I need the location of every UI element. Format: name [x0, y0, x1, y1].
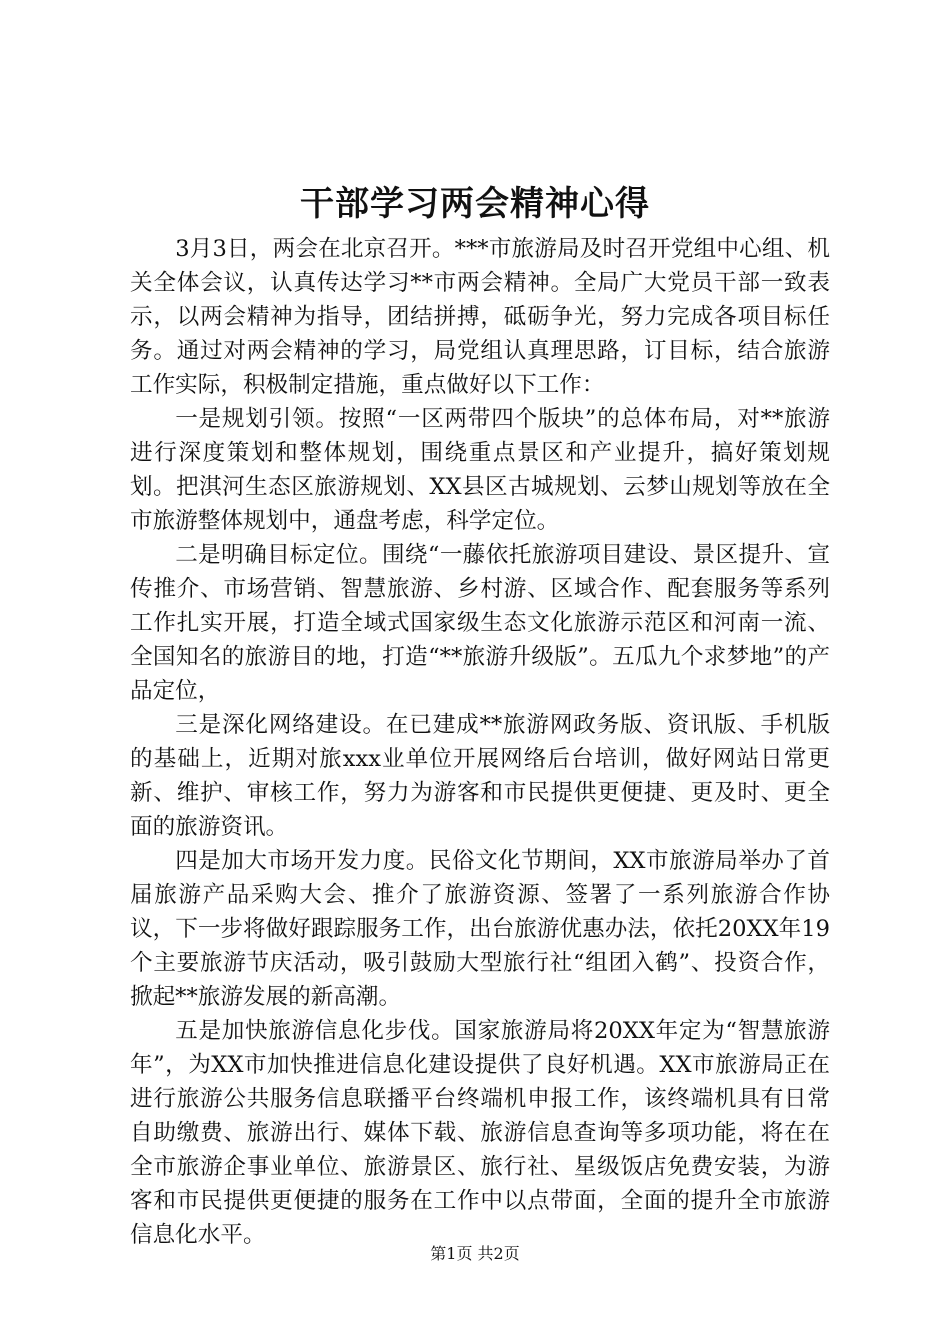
document-title: 干部学习两会精神心得	[300, 184, 650, 224]
paragraph-item-2: 二是明确目标定位。围绕“一藤依托旅游项目建设、景区提升、宣传推介、市场营销、智慧旅游、乡村游、区域合作、配套服务等系列工作扎实开展，打造全域式国家级生态文化旅游示范区和河南一流、全国知名的旅游目的地，打造“**旅游升级版”。五瓜九个求梦地”的产品定位，	[130, 542, 830, 704]
paragraph-item-3: 三是深化网络建设。在已建成**旅游网政务版、资讯版、手机版的基础上，近期对旅xxx业单位开展网络后台培训，做好网站日常更新、维护、审核工作，努力为游客和市民提供更便捷、更及时、更全面的旅游资讯。	[130, 712, 830, 840]
document-body	[130, 232, 830, 1252]
paragraph-intro: 3月3日，两会在北京召开。***市旅游局及时召开党组中心组、机关全体会议，认真传达学习**市两会精神。全局广大党员干部一致表示，以两会精神为指导，团结拼搏，砥砺争光，努力完成各项目标任务。通过对两会精神的学习，局党组认真理思路，订目标，结合旅游工作实际，积极制定措施，重点做好以下工作：	[130, 236, 830, 398]
paragraph-item-5: 五是加快旅游信息化步伐。国家旅游局将20XX年定为“智慧旅游年”，为XX市加快推进信息化建设提供了良好机遇。XX市旅游局正在进行旅游公共服务信息联播平台终端机申报工作，该终端机具有日常自助缴费、旅游出行、媒体下载、旅游信息查询等多项功能，将在在全市旅游企事业单位、旅游景区、旅行社、星级饭店免费安装，为游客和市民提供更便捷的服务在工作中以点带面，全面的提升全市旅游信息化水平。	[130, 1018, 830, 1248]
paragraph-item-4: 四是加大市场开发力度。民俗文化节期间，XX市旅游局举办了首届旅游产品采购大会、推介了旅游资源、签署了一系列旅游合作协议，下一步将做好跟踪服务工作，出台旅游优惠办法，依托20XX年19个主要旅游节庆活动，吸引鼓励大型旅行社“组团入鹤”、投资合作，掀起**旅游发展的新高潮。	[130, 848, 830, 1010]
paragraph-item-1: 一是规划引领。按照“一区两带四个版块”的总体布局，对**旅游进行深度策划和整体规划，围绕重点景区和产业提升，搞好策划规划。把淇河生态区旅游规划、XX县区古城规划、云梦山规划等放在全市旅游整体规划中，通盘考虑，科学定位。	[130, 406, 830, 534]
page-number-footer: 第1页 共2页	[430, 1244, 520, 1263]
